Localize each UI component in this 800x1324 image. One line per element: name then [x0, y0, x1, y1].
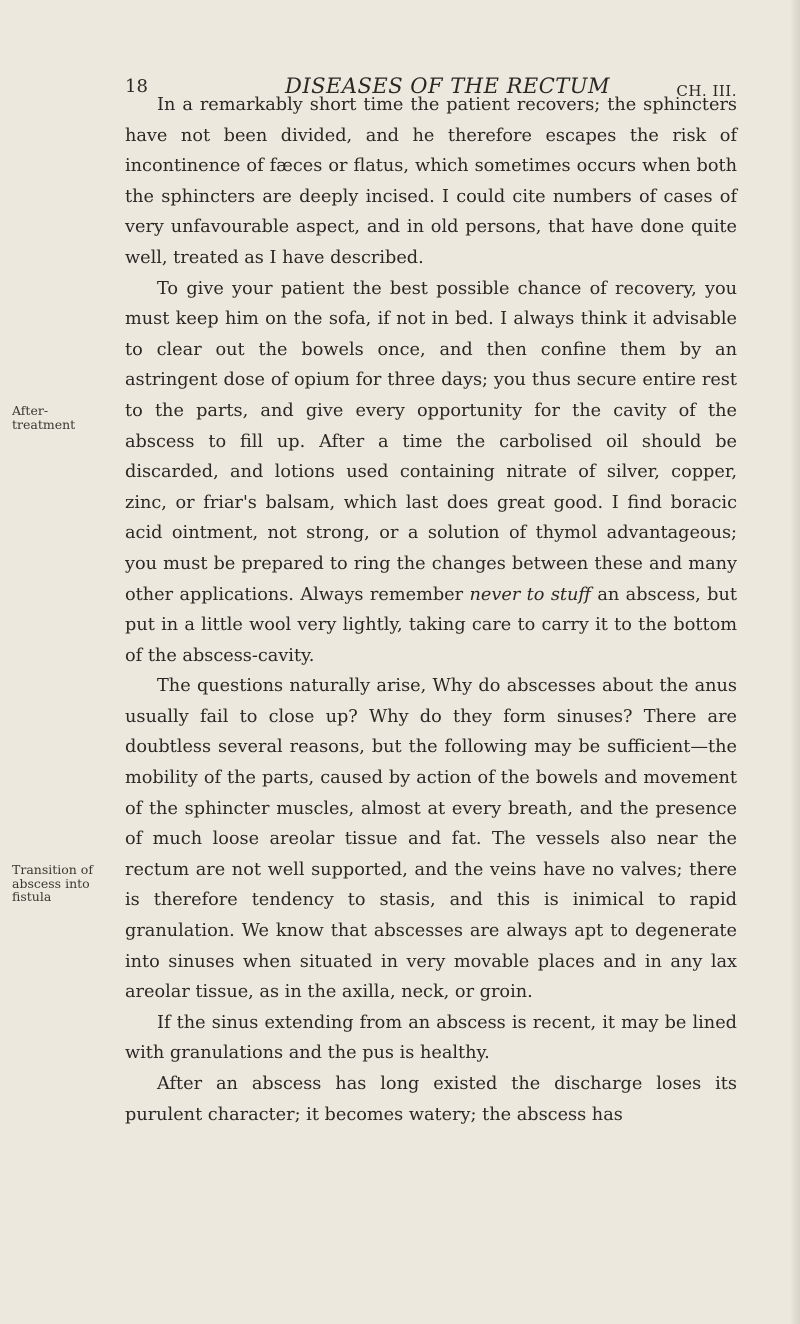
- page-edge-shadow: [790, 0, 800, 1324]
- paragraph-transition: The questions naturally arise, Why do abscesses about the anus usually fail to close up? Why do they form sinuses? There are doubtless several reasons, but the following may be sufficient—the mobility of the parts, caused by action of the bowels and movement of the sphincter muscles, almost at every breath, and the presence of much loose areolar tissue and fat. The vessels also near the rectum are not well supported, and the veins have no valves; there is therefore tendency to stasis, and this is inimical to rapid granulation. We know that abscesses are always apt to degenerate into sinuses when situated in very movable places and in any lax areolar tissue, as in the axilla, neck, or groin.: [125, 676, 737, 1003]
- sidenote-transition-fistula: Transition of abscess into fistula: [12, 862, 93, 904]
- page-number: 18: [125, 76, 148, 97]
- paragraph-recent-sinus: If the sinus extending from an abscess is recent, it may be lined with granulations and the pus is healthy.: [125, 1012, 737, 1064]
- emphasis-never-to-stuff: never to stuff: [469, 584, 591, 605]
- sidenote-after-treatment: After-treatment: [12, 403, 76, 432]
- paragraph-text: an abscess, but put in a little wool very lightly, taking care to carry it to the bottom of the abscess-cavity.: [125, 584, 737, 666]
- running-title: DISEASES OF THE RECTUM: [285, 74, 610, 98]
- paragraph-text: To give your patient the best possible chance of recovery, you must keep him on the sofa, if not in bed. I always think it advisable to clear out the bowels once, and then confine them by an astringent dose of opium for three days; you thus secure entire rest to the parts, and give every opportunity for the cavity of the abscess to fill up. After a time the carbolised oil should be discarded, and lotions used containing nitrate of silver, copper, zinc, or friar's balsam, which last does great good. I find boracic acid ointment, not strong, or a solution of thymol advantageous; you must be prepared to ring the changes between these and many other applications. Always remember: [125, 278, 737, 605]
- chapter-label: CH. III.: [676, 82, 737, 100]
- paragraph-long-existed: After an abscess has long existed the discharge loses its purulent character; it becomes watery; the abscess has: [125, 1074, 737, 1125]
- body-text: [125, 90, 737, 1130]
- paragraph-recovery: In a remarkably short time the patient recovers; the sphincters have not been divided, and he therefore escapes the risk of incontinence of fæces or flatus, which sometimes occurs when both the sphincters are deeply incised. I could cite numbers of cases of very unfavourable aspect, and in old persons, that have done quite well, treated as I have described.: [125, 95, 737, 268]
- paragraph-after-treatment: [125, 274, 737, 672]
